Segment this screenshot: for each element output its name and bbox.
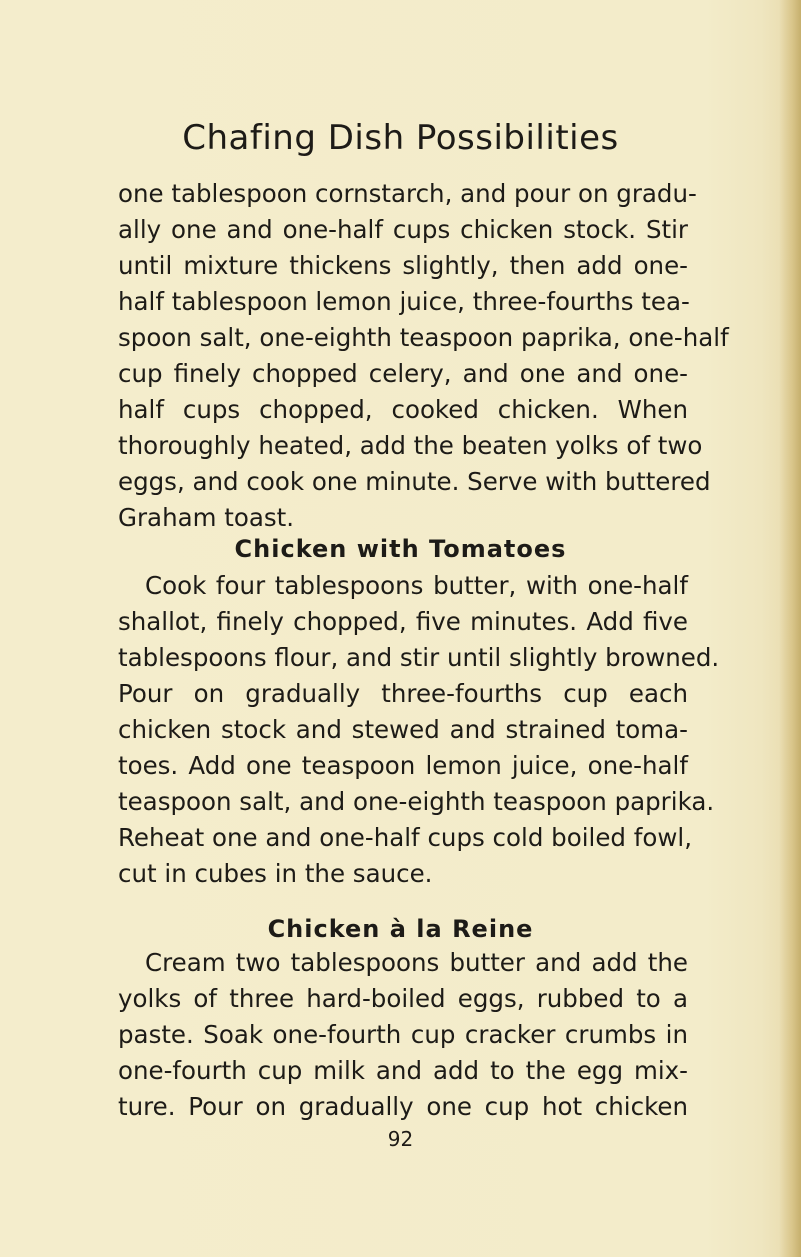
paragraph-2-line: chicken stock and stewed and strained toma- bbox=[118, 715, 688, 744]
running-head: Chafing Dish Possibilities bbox=[182, 118, 619, 158]
paragraph-3-line: ture. Pour on gradually one cup hot chicken bbox=[118, 1092, 688, 1121]
page-number: 92 bbox=[387, 1127, 414, 1151]
paragraph-1-line: Graham toast. bbox=[118, 503, 295, 532]
paragraph-2-line: teaspoon salt, and one-eighth teaspoon paprika. bbox=[118, 787, 715, 816]
paragraph-1-line: ally one and one-half cups chicken stock. Stir bbox=[118, 215, 688, 244]
recipe-heading-chicken-a-la-reine: Chicken à la Reine bbox=[267, 915, 534, 943]
paragraph-1-line: half tablespoon lemon juice, three-fourths tea- bbox=[118, 287, 690, 316]
paragraph-3-line: paste. Soak one-fourth cup cracker crumbs in bbox=[118, 1020, 688, 1049]
paragraph-2-line: toes. Add one teaspoon lemon juice, one-half bbox=[118, 751, 688, 780]
paragraph-2-line: Cook four tablespoons butter, with one-half bbox=[145, 571, 688, 600]
paragraph-3-line: one-fourth cup milk and add to the egg mix- bbox=[118, 1056, 688, 1085]
paragraph-2-line: Reheat one and one-half cups cold boiled fowl, bbox=[118, 823, 692, 852]
paragraph-1-line: half cups chopped, cooked chicken. When bbox=[118, 395, 688, 424]
paragraph-2-line: cut in cubes in the sauce. bbox=[118, 859, 433, 888]
recipe-heading-chicken-with-tomatoes: Chicken with Tomatoes bbox=[234, 535, 567, 563]
paragraph-1-line: thoroughly heated, add the beaten yolks of two bbox=[118, 431, 703, 460]
paragraph-2-line: tablespoons flour, and stir until slightly browned. bbox=[118, 643, 720, 672]
paragraph-3-line: yolks of three hard-boiled eggs, rubbed to a bbox=[118, 984, 688, 1013]
page-edge-shadow bbox=[779, 0, 801, 1257]
paragraph-1-line: one tablespoon cornstarch, and pour on gradu- bbox=[118, 179, 697, 208]
paragraph-1-line: cup finely chopped celery, and one and one- bbox=[118, 359, 688, 388]
paragraph-1-line: eggs, and cook one minute. Serve with buttered bbox=[118, 467, 711, 496]
paragraph-1-line: spoon salt, one-eighth teaspoon paprika, one-half bbox=[118, 323, 729, 352]
paragraph-2-line: Pour on gradually three-fourths cup each bbox=[118, 679, 688, 708]
paragraph-3-line: Cream two tablespoons butter and add the bbox=[145, 948, 688, 977]
paragraph-1-line: until mixture thickens slightly, then add one- bbox=[118, 251, 688, 280]
paragraph-2-line: shallot, finely chopped, five minutes. Add five bbox=[118, 607, 688, 636]
